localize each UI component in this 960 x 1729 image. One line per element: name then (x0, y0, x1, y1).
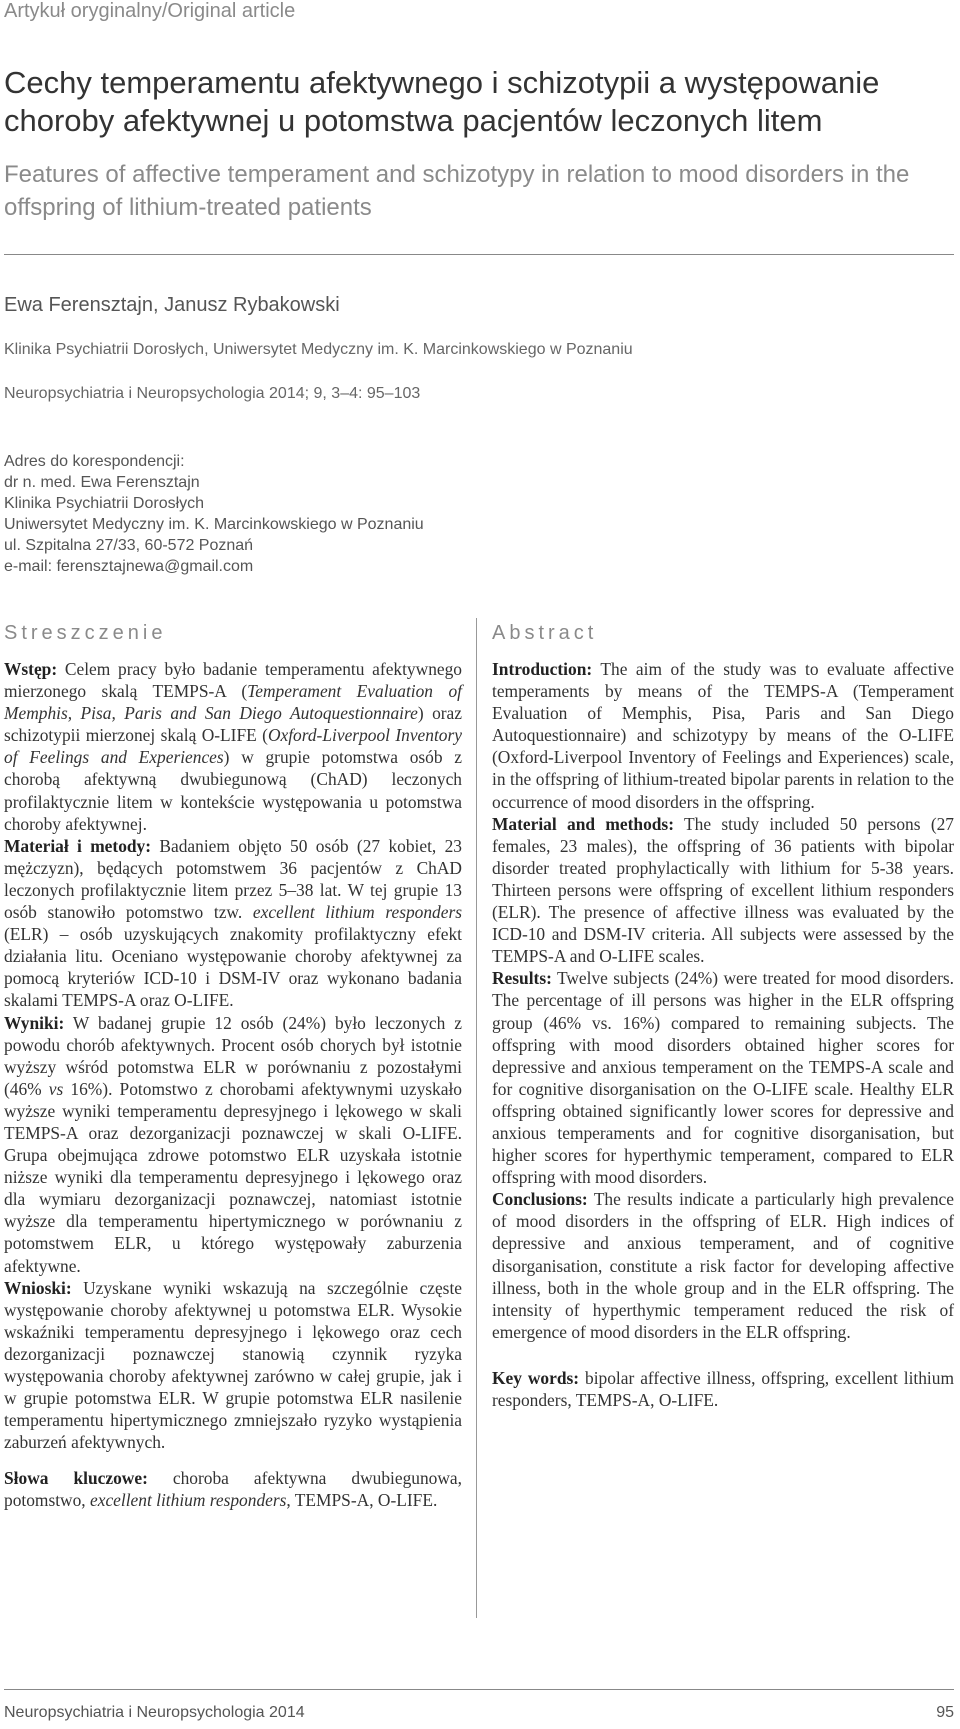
streszczenie-body (4, 658, 462, 1512)
metody-text-2: (ELR) – osób uzyskujących znakomity profilaktyczny efekt działania litu. Oceniano występowanie choroby afektywnej za pomocą kryteriów ICD-10 i DSM-IV oraz wykonano badania skalami TEMPS-A oraz O-LIFE. (4, 924, 462, 1011)
methods-text: The study included 50 persons (27 females, 23 males), the offspring of 36 patients with bipolar disorder treated prophylactically with lithium for 5-38 years. Thirteen persons were offspring of excellent lithium responders (ELR). The presence of affective illness was evaluated by the ICD-10 and DSM-IV criteria. All subjects were assessed by the TEMPS-A and O-LIFE scales. (492, 813, 954, 967)
results-text: Twelve subjects (24%) were treated for mood disorders. The percentage of ill persons was higher in the ELR offspring group (46% vs. 16%) compared to remaining subjects. The offspring with mood disorders obtained higher scores for depressive and anxious temperament on the TEMPS-A scale and for cognitive disorganisation on the O-LIFE scale. Healthy ELR offspring obtained significantly lower scores for depressive and anxious temperaments and for cognitive disorganisation, but higher scores for hyperthymic temperament, compared to ELR offspring with mood disorders. (492, 968, 954, 1188)
key-words (492, 1367, 954, 1411)
slowa-kluczowe (4, 1467, 462, 1511)
wstep-label: Wstęp: (4, 659, 58, 679)
metody-label: Materiał i metody: (4, 835, 152, 856)
abstract-heading: Abstract (492, 622, 598, 644)
abstract-methods (492, 813, 954, 968)
wyniki-text-2: 16%). Potomstwo z chorobami afektywnymi uzyskało wyższe wyniki temperamentu depresyjnego i lękowego w skali TEMPS-A oraz dezorganizacji poznawczej w skali O-LIFE. Grupa obejmująca zdrowe potomstwo ELR uzyskała istotnie niższe wyniki dla temperamentu depresyjnego i lękowego oraz dla wymiaru dezorganizacji poznawczej, natomiast istotnie wyższe dla temperamentu hipertymicznego w porównaniu z potomstwem ELR, u którego występowały zaburzenia afektywne. (4, 1078, 462, 1276)
page-number: 95 (936, 1704, 954, 1721)
correspondence-email[interactable]: e-mail: ferensztajnewa@gmail.com (4, 558, 254, 575)
key-words-text: bipolar affective illness, offspring, excellent lithium responders, TEMPS-A, O-LIFE. (492, 1367, 954, 1410)
abstract-conclusions (492, 1188, 954, 1343)
footer-rule (4, 1689, 954, 1690)
wstep-italic-olife: Oxford-Liverpool Inventory of Feelings and Experiences (4, 725, 462, 768)
correspondence-line: ul. Szpitalna 27/33, 60-572 Poznań (4, 537, 254, 554)
streszczenie-heading: Streszczenie (4, 622, 167, 644)
streszczenie-wnioski (4, 1277, 462, 1454)
wyniki-label: Wyniki: (4, 1012, 65, 1033)
column-divider (476, 618, 477, 1618)
journal-reference: Neuropsychiatria i Neuropsychologia 2014; 9, 3–4: 95–103 (4, 385, 421, 402)
article-type: Artykuł oryginalny/Original article (4, 0, 296, 22)
abstract-introduction (492, 658, 954, 813)
wyniki-italic: vs (48, 1078, 64, 1099)
abstract-body (492, 658, 954, 1411)
title-polish: Cechy temperamentu afektywnego i schizotypii a występowanie choroby afektywnej u potomstwa pacjentów leczonych litem (4, 65, 880, 138)
wnioski-text: Uzyskane wyniki wskazują na szczególnie częste występowanie choroby afektywnej u potomstwa ELR. Wysokie wskaźniki temperamentu depresyjnego i lękowego oraz cech dezorganizacji poznawczej stanowią czynnik ryzyka występowania choroby afektywnej zarówno w całej grupie, jak i w grupie potomstwa ELR. W grupie potomstwa ELR nasilenie temperamentu hipertymicznego zmniejszało ryzyko wystąpienia zaburzeń afektywnych. (4, 1277, 462, 1453)
slowa-kluczowe-text-2: , TEMPS-A, O-LIFE. (286, 1490, 438, 1511)
affiliation: Klinika Psychiatrii Dorosłych, Uniwersytet Medyczny im. K. Marcinkowskiego w Poznaniu (4, 341, 633, 358)
introduction-text: The aim of the study was to evaluate affective temperaments by means of the TEMPS-A (Temperament Evaluation of Memphis, Pisa, Paris and San Diego Autoquestionnaire) and schizotypy by means of the O-LIFE (Oxford-Liverpool Inventory of Feelings and Experiences) scale, in the offspring of lithium-treated bipolar parents in relation to the occurrence of mood disorders in the offspring. (492, 659, 954, 812)
title-english: Features of affective temperament and schizotypy in relation to mood disorders in the offspring of lithium-treated patients (4, 161, 910, 221)
header-rule (4, 254, 954, 255)
wstep-italic-temps: Temperament Evaluation of Memphis, Pisa, Paris and San Diego Autoquestionnaire (4, 681, 462, 724)
correspondence-line: Uniwersytet Medyczny im. K. Marcinkowskiego w Poznaniu (4, 516, 424, 533)
correspondence-line: dr n. med. Ewa Ferensztajn (4, 474, 200, 491)
streszczenie-wstep (4, 658, 462, 835)
key-words-label: Key words: (492, 1367, 580, 1388)
wstep-text: Celem pracy było badanie temperamentu afektywnego mierzonego skalą TEMPS-A ( (4, 659, 462, 702)
streszczenie-metody (4, 835, 462, 1012)
methods-label: Material and methods: (492, 813, 674, 834)
metody-italic: excellent lithium responders (252, 902, 463, 923)
streszczenie-wyniki (4, 1012, 462, 1277)
conclusions-label: Conclusions: (492, 1189, 588, 1210)
authors: Ewa Ferensztajn, Janusz Rybakowski (4, 294, 340, 316)
slowa-kluczowe-label: Słowa kluczowe: (4, 1468, 148, 1489)
correspondence-heading: Adres do korespondencji: (4, 453, 185, 470)
slowa-kluczowe-text: choroba afektywna dwubiegunowa, potomstwo, (4, 1468, 462, 1511)
metody-text: Badaniem objęto 50 osób (27 kobiet, 23 mężczyzn), będących potomstwem 36 pacjentów z ChAD leczonych profilaktycznie litem przez 5–38 lat. W tej grupie 13 osób stanowiło potomstwo tzw. (4, 835, 462, 923)
footer-journal: Neuropsychiatria i Neuropsychologia 2014 (4, 1704, 305, 1721)
wstep-text-2: ) oraz schizotypii mierzonej skalą O-LIFE ( (4, 703, 462, 746)
conclusions-text: The results indicate a particularly high prevalence of mood disorders in the offspring of ELR. High indices of depressive and anxious temperament, and of cognitive disorganisation, constitute a risk factor for developing affective illness, both in the whole group and in the ELR offspring. The intensity of hyperthymic temperament reduced the risk of emergence of mood disorders in the ELR offspring. (492, 1189, 954, 1342)
wnioski-label: Wnioski: (4, 1277, 72, 1298)
wstep-text-3: ) w grupie potomstwa osób z chorobą afektywną dwubiegunową (ChAD) leczonych profilaktycznie litem w kontekście występowania u potomstwa choroby afektywnej. (4, 747, 462, 834)
correspondence-line: Klinika Psychiatrii Dorosłych (4, 495, 205, 512)
wyniki-text: W badanej grupie 12 osób (24%) było leczonych z powodu chorób afektywnych. Procent osób chorych był istotnie wyższy wśród potomstwa ELR w porównaniu z pozostałymi (46% (4, 1012, 462, 1099)
results-label: Results: (492, 968, 552, 989)
slowa-kluczowe-italic: excellent lithium responders (90, 1490, 287, 1511)
introduction-label: Introduction: (492, 659, 593, 679)
correspondence-block (4, 451, 424, 577)
abstract-results (492, 967, 954, 1188)
